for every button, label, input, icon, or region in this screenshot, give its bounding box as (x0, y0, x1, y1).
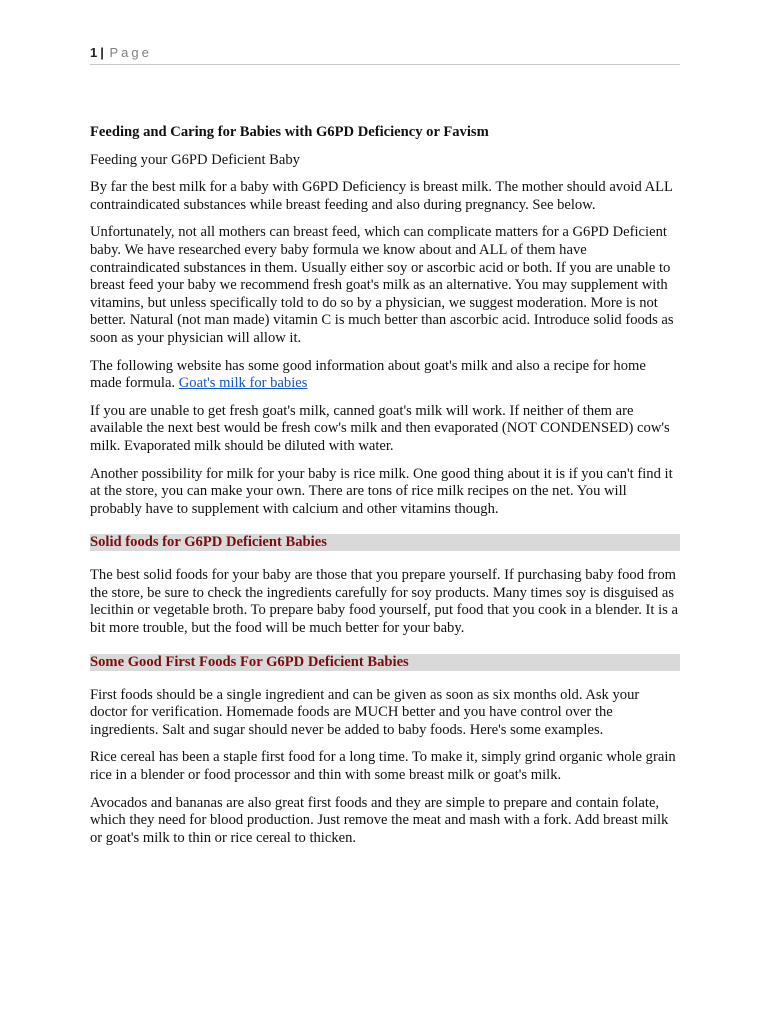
paragraph-avocados: Avocados and bananas are also great first foods and they are simple to prepare and contain folate, which they need for blood production. Just remove the meat and mash with a fork. Add breast milk or goat's milk to thin or rice cereal to thicken. (90, 794, 669, 846)
paragraph-canned-milk: If you are unable to get fresh goat's milk, canned goat's milk will work. If neither of them are available the next best would be fresh cow's milk and then evaporated (NOT CONDENSED) cow's milk. Evaporated milk should be diluted with water. (90, 402, 670, 454)
paragraph-solid-foods: The best solid foods for your baby are those that you prepare yourself. If purchasing baby food from the store, be sure to check the ingredients carefully for soy products. Many times soy is disguised as lecithin or vegetable broth. To prepare baby food yourself, put food that you cook in a blender. It is a bit more trouble, but the food will be much better for your baby. (90, 567, 678, 637)
page-header (90, 44, 680, 65)
page-number: 1 (90, 45, 98, 60)
paragraph-formula: Unfortunately, not all mothers can breast feed, which can complicate matters for a G6PD Deficient baby. We have researched every baby formula we know about and ALL of them have contraindicated substances in them. Usually either soy or ascorbic acid or both. If you are unable to breast feed your baby we recommend fresh goat's milk as an alternative. You may supplement with vitamins, but unless specifically told to do so by a physician, we suggest moderation. More is not better. Natural (not man made) vitamin C is much better than ascorbic acid. Introduce solid foods as soon as your physician will allow it. (90, 224, 674, 346)
paragraph-rice-milk: Another possibility for milk for your baby is rice milk. One good thing about it is if you can't find it at the store, you can make your own. There are tons of rice milk recipes on the net. You will probably have to supplement with calcium and other vitamins though. (90, 465, 673, 517)
paragraph-breast-milk: By far the best milk for a baby with G6PD Deficiency is breast milk. The mother should avoid ALL contraindicated substances while breast feeding and also during pregnancy. See below. (90, 179, 673, 213)
goats-milk-link[interactable]: Goat's milk for babies (178, 375, 308, 392)
section-heading-solid-foods: Solid foods for G6PD Deficient Babies (90, 534, 680, 551)
section-heading-first-foods: Some Good First Foods For G6PD Deficient Babies (90, 654, 680, 671)
page-label: Page (109, 45, 152, 60)
document-title: Feeding and Caring for Babies with G6PD Deficiency or Favism (90, 124, 489, 140)
paragraph-rice-cereal: Rice cereal has been a staple first food for a long time. To make it, simply grind organic whole grain rice in a blender or food processor and thin with some breast milk or goat's milk. (90, 749, 676, 784)
document-body (90, 124, 680, 857)
page-separator: | (100, 45, 104, 60)
paragraph-first-foods: First foods should be a single ingredient and can be given as soon as six months old. Ask your doctor for verification. Homemade foods are MUCH better and you have control over the ingredients. Salt and sugar should never be added to baby foods. Here's some examples. (90, 686, 640, 738)
document-subtitle: Feeding your G6PD Deficient Baby (90, 151, 300, 168)
paragraph-website (90, 358, 680, 393)
paragraph-website-text: The following website has some good information about goat's milk and also a recipe for home made formula. (90, 357, 646, 392)
